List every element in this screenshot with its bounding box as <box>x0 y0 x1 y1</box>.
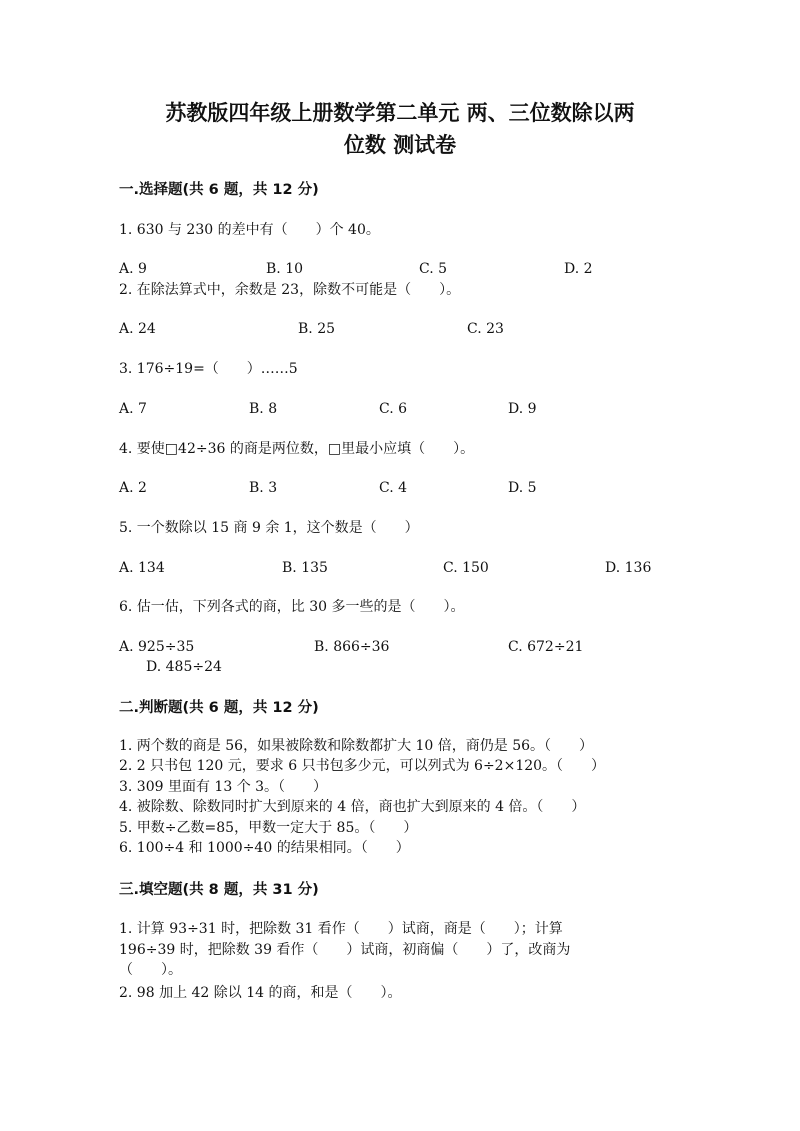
q5-option-c: C. 150 <box>443 560 489 576</box>
section-heading-choice: 一.选择题(共 6 题，共 12 分) <box>119 182 319 198</box>
q1-option-c: C. 5 <box>419 261 448 277</box>
fill-blank-line-4: 2. 98 加上 42 除以 14 的商，和是（ ）。 <box>119 985 402 1001</box>
q6-option-c: C. 672÷21 <box>508 639 584 655</box>
fill-blank-line-2: 196÷39 时，把除数 39 看作（ ）试商，初商偏（ ）了，改商为 <box>119 942 571 958</box>
judgment-item-3: 3. 309 里面有 13 个 3。（ ） <box>119 779 328 795</box>
q2-option-c: C. 23 <box>467 321 504 337</box>
q1-option-d: D. 2 <box>564 261 593 277</box>
q4-option-a: A. 2 <box>119 480 147 496</box>
judgment-item-5: 5. 甲数÷乙数=85，甲数一定大于 85。（ ） <box>119 820 418 836</box>
q5-option-a: A. 134 <box>119 560 165 576</box>
question-1: 1. 630 与 230 的差中有（ ）个 40。 <box>119 222 380 238</box>
q6-option-a: A. 925÷35 <box>119 639 195 655</box>
q4-option-c: C. 4 <box>379 480 408 496</box>
question-6: 6. 估一估，下列各式的商，比 30 多一些的是（ ）。 <box>119 599 465 615</box>
q4-option-b: B. 3 <box>249 480 278 496</box>
q6-option-d: D. 485÷24 <box>146 659 222 675</box>
page-title-continued: 位数 测试卷 <box>343 133 457 157</box>
q1-option-a: A. 9 <box>119 261 147 277</box>
q5-option-d: D. 136 <box>605 560 652 576</box>
judgment-item-2: 2. 2 只书包 120 元，要求 6 只书包多少元，可以列式为 6÷2×120。（ ） <box>119 758 606 774</box>
judgment-item-4: 4. 被除数、除数同时扩大到原来的 4 倍，商也扩大到原来的 4 倍。（ ） <box>119 799 586 815</box>
question-2: 2. 在除法算式中，余数是 23，除数不可能是（ ）。 <box>119 282 461 298</box>
fill-blank-line-3: （ ）。 <box>119 962 182 978</box>
question-4: 4. 要使□42÷36 的商是两位数，□里最小应填（ ）。 <box>119 441 475 457</box>
q3-option-d: D. 9 <box>508 401 537 417</box>
question-5: 5. 一个数除以 15 商 9 余 1，这个数是（ ） <box>119 520 419 536</box>
section-heading-judgment: 二.判断题(共 6 题，共 12 分) <box>119 700 319 716</box>
q6-option-b: B. 866÷36 <box>314 639 390 655</box>
q4-option-d: D. 5 <box>508 480 537 496</box>
q1-option-b: B. 10 <box>266 261 304 277</box>
judgment-item-1: 1. 两个数的商是 56，如果被除数和除数都扩大 10 倍，商仍是 56。（ ） <box>119 738 594 754</box>
q5-option-b: B. 135 <box>282 560 328 576</box>
question-3: 3. 176÷19=（ ）……5 <box>119 361 298 377</box>
section-heading-fill-blank: 三.填空题(共 8 题，共 31 分) <box>119 882 319 898</box>
q2-option-b: B. 25 <box>298 321 336 337</box>
q3-option-b: B. 8 <box>249 401 278 417</box>
q3-option-c: C. 6 <box>379 401 408 417</box>
judgment-item-6: 6. 100÷4 和 1000÷40 的结果相同。（ ） <box>119 840 410 856</box>
q3-option-a: A. 7 <box>119 401 147 417</box>
q2-option-a: A. 24 <box>119 321 156 337</box>
page-title: 苏教版四年级上册数学第二单元 两、三位数除以两 <box>165 101 635 125</box>
fill-blank-line-1: 1. 计算 93÷31 时，把除数 31 看作（ ）试商，商是（ ）；计算 <box>119 921 563 937</box>
